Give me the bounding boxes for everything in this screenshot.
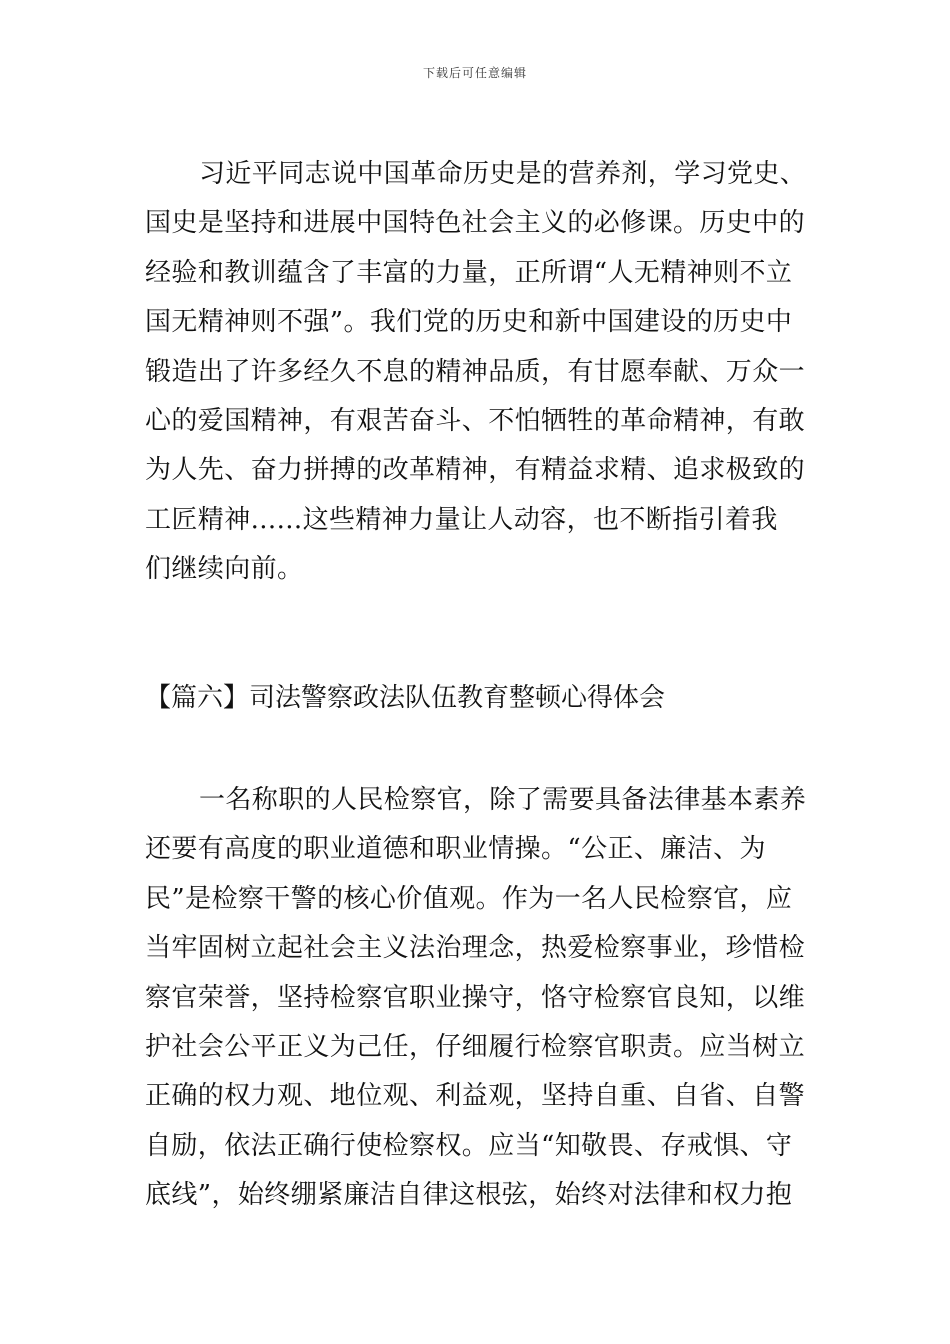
text-line: 国史是坚持和进展中国特色社会主义的必修课。历史中的	[145, 208, 806, 239]
text-line: 习近平同志说中国革命历史是的营养剂，学习党史、	[199, 159, 807, 189]
text-line: 心的爱国精神，有艰苦奋斗、不怕牺牲的革命精神，有敢	[145, 405, 806, 436]
text-line: 察官荣誉，坚持检察官职业操守，恪守检察官良知，以维	[145, 982, 806, 1013]
text-line: 正确的权力观、地位观、利益观，坚持自重、自省、自警	[145, 1081, 806, 1112]
text-line: 工匠精神......这些精神力量让人动容，也不断指引着我	[145, 504, 778, 535]
text-line: 自励，依法正确行使检察权。应当“知敬畏、存戒惧、守	[145, 1130, 793, 1161]
text-line: 当牢固树立起社会主义法治理念，热爱检察事业，珍惜检	[145, 933, 806, 964]
text-line: 护社会公平正义为己任，仔细履行检察官职责。应当树立	[145, 1031, 806, 1062]
text-line: 为人先、奋力拼搏的改革精神，有精益求精、追求极致的	[145, 455, 806, 486]
text-line: 锻造出了许多经久不息的精神品质，有甘愿奉献、万众一	[145, 356, 806, 387]
page-header: 下载后可任意编辑	[422, 66, 527, 80]
paragraph-1	[145, 150, 809, 595]
text-line: 国无精神则不强”。我们党的历史和新中国建设的历史中	[145, 307, 793, 338]
section-title: 【篇六】司法警察政法队伍教育整顿心得体会	[145, 683, 666, 713]
text-line: 们继续向前。	[145, 554, 304, 585]
paragraph-2	[145, 776, 809, 1221]
text-line: 一名称职的人民检察官，除了需要具备法律基本素养	[199, 785, 807, 815]
text-line: 经验和教训蕴含了丰富的力量，正所谓“人无精神则不立	[145, 257, 793, 288]
text-line: 底线”，始终绷紧廉洁自律这根弦，始终对法律和权力抱	[145, 1180, 793, 1211]
text-line: 还要有高度的职业道德和职业情操。“公正、廉洁、为	[145, 834, 766, 865]
text-line: 民”是检察干警的核心价值观。作为一名人民检察官，应	[145, 883, 793, 914]
